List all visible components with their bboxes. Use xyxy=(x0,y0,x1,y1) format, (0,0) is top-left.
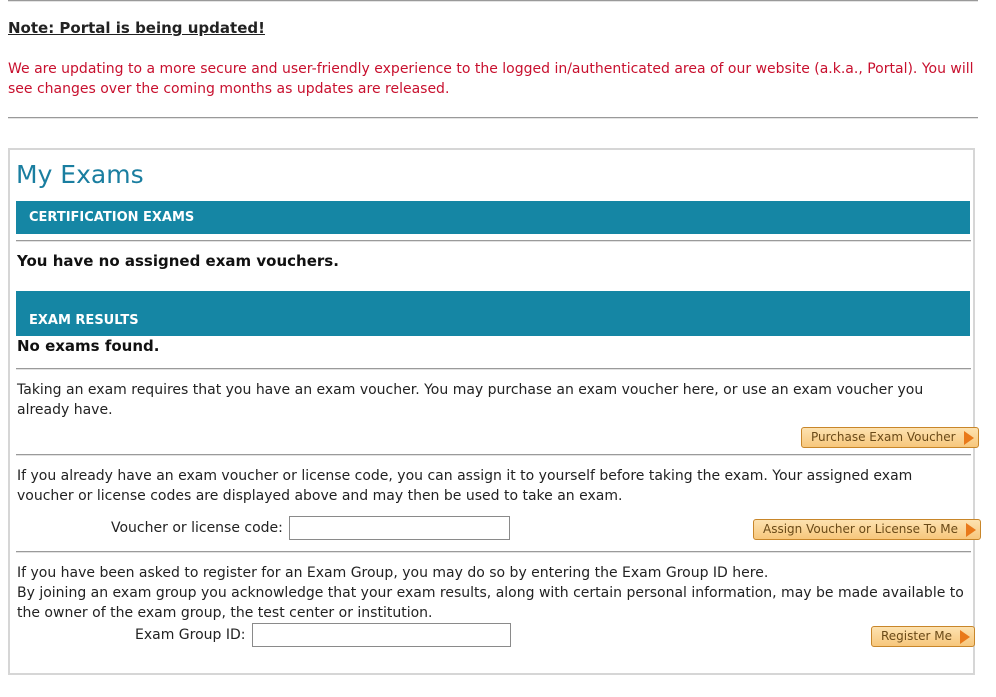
voucher-code-label: Voucher or license code: xyxy=(111,520,283,536)
purchase-description: Taking an exam requires that you have an exam voucher. You may purchase an exam voucher here, or use an exam voucher you already have. xyxy=(17,382,924,418)
voucher-code-input[interactable] xyxy=(289,516,510,540)
group-description-line1: If you have been asked to register for an Exam Group, you may do so by entering the Exam Group ID here. xyxy=(17,565,769,581)
exam-results-header: EXAM RESULTS xyxy=(16,291,970,336)
arrow-right-icon xyxy=(964,431,974,445)
purchase-exam-voucher-button[interactable] xyxy=(801,427,979,448)
register-me-button[interactable] xyxy=(871,626,975,647)
notice-body: We are updating to a more secure and user-friendly experience to the logged in/authenticated area of our website (a.k.a., Portal). You will see changes over the coming months as updates are released. xyxy=(8,61,974,97)
arrow-right-icon xyxy=(960,630,970,644)
top-divider xyxy=(8,0,978,2)
no-vouchers-message: You have no assigned exam vouchers. xyxy=(17,252,339,270)
section-divider xyxy=(16,454,971,456)
notice-divider xyxy=(8,117,978,119)
register-button-label: Register Me xyxy=(881,629,952,643)
assign-voucher-button[interactable] xyxy=(753,519,981,540)
section-divider xyxy=(16,368,971,370)
no-exams-message: No exams found. xyxy=(17,337,160,355)
section-divider xyxy=(16,551,971,553)
exam-group-id-label: Exam Group ID: xyxy=(135,627,246,643)
assign-description: If you already have an exam voucher or license code, you can assign it to yourself before taking the exam. Your assigned exam voucher or license codes are displayed above and may then be used to take an exam. xyxy=(17,468,913,504)
assign-button-label: Assign Voucher or License To Me xyxy=(763,522,958,536)
notice-title: Note: Portal is being updated! xyxy=(8,19,265,37)
exam-group-id-input[interactable] xyxy=(252,623,511,647)
purchase-button-label: Purchase Exam Voucher xyxy=(811,430,956,444)
group-description-line2: By joining an exam group you acknowledge that your exam results, along with certain personal information, may be made available to the owner of the exam group, the test center or institution. xyxy=(17,585,964,621)
certification-exams-header: CERTIFICATION EXAMS xyxy=(16,201,970,234)
page-title: My Exams xyxy=(16,160,144,189)
section-divider xyxy=(16,240,971,242)
arrow-right-icon xyxy=(966,523,976,537)
